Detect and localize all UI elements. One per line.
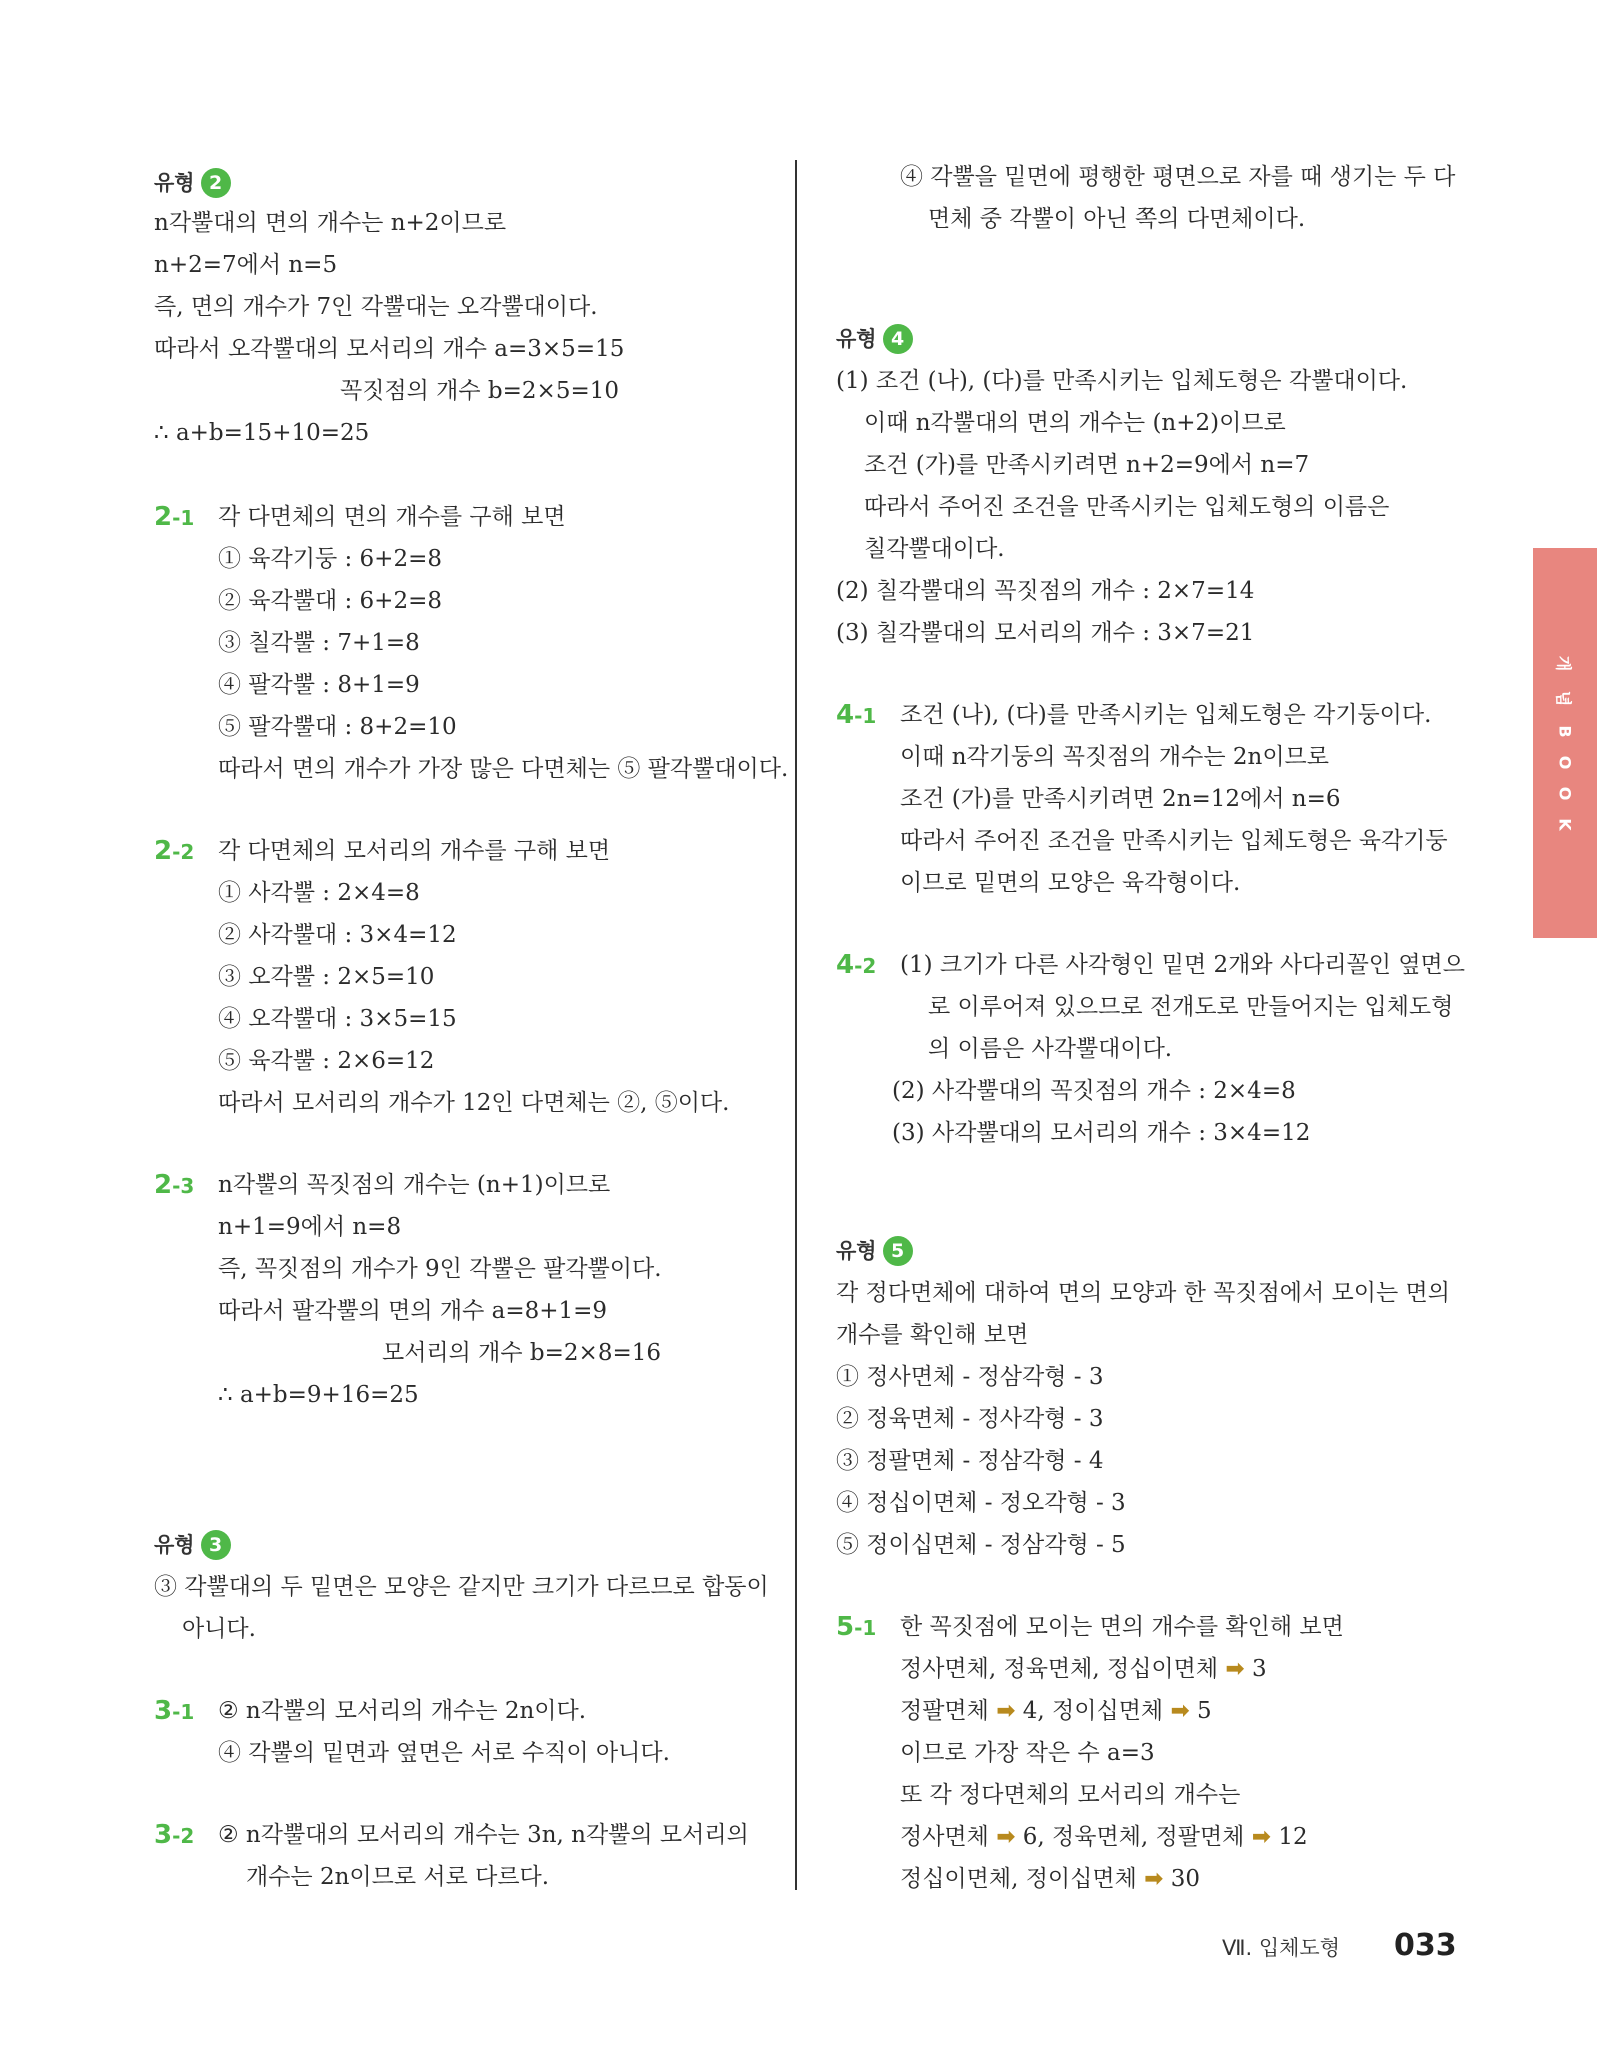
problem-2-2-line: ④ 오각뿔대 : 3×5=15: [218, 1006, 457, 1032]
problem-3-2-line: ② n각뿔대의 모서리의 개수는 3n, n각뿔의 모서리의: [218, 1822, 749, 1848]
type-4-line: 따라서 주어진 조건을 만족시키는 입체도형의 이름은: [864, 494, 1390, 520]
type-2-line: n각뿔대의 면의 개수는 n+2이므로: [154, 210, 507, 236]
type-4-line: (2) 칠각뿔대의 꼭짓점의 개수 : 2×7=14: [836, 578, 1255, 604]
type-3-line: ③ 각뿔대의 두 밑면은 모양은 같지만 크기가 다르므로 합동이: [154, 1574, 769, 1600]
problem-5-1-line: 또 각 정다면체의 모서리의 개수는: [900, 1782, 1241, 1808]
problem-4-2-line: (3) 사각뿔대의 모서리의 개수 : 3×4=12: [892, 1120, 1311, 1146]
problem-2-3-line: 모서리의 개수 b=2×8=16: [382, 1340, 662, 1366]
line-text: 정사면체: [900, 1824, 989, 1850]
problem-5-1-line: 한 꼭짓점에 모이는 면의 개수를 확인해 보면: [900, 1614, 1344, 1640]
right-arrow-icon: ➡: [1144, 1866, 1164, 1892]
problem-4-1-line: 이므로 밑면의 모양은 육각형이다.: [900, 870, 1241, 896]
type-2-line: 꼭짓점의 개수 b=2×5=10: [340, 378, 620, 404]
problem-4-2-line: 로 이루어져 있으므로 전개도로 만들어지는 입체도형: [928, 994, 1454, 1020]
type-2-line: ∴ a+b=15+10=25: [154, 420, 370, 446]
type-2-line: 따라서 오각뿔대의 모서리의 개수 a=3×5=15: [154, 336, 625, 362]
line-text: 정팔면체: [900, 1698, 989, 1724]
type-5-line: 개수를 확인해 보면: [836, 1322, 1029, 1348]
problem-2-1-label: 2-1: [154, 502, 195, 532]
right-arrow-icon: ➡: [1225, 1656, 1245, 1682]
problem-4-1-line: 조건 (나), (다)를 만족시키는 입체도형은 각기둥이다.: [900, 702, 1432, 728]
problem-2-2-line: 각 다면체의 모서리의 개수를 구해 보면: [218, 838, 611, 864]
type-2-line: n+2=7에서 n=5: [154, 252, 338, 278]
type-4-line: 조건 (가)를 만족시키려면 n+2=9에서 n=7: [864, 452, 1310, 478]
type-5-line: ② 정육면체 - 정사각형 - 3: [836, 1406, 1104, 1432]
line-text: 3: [1252, 1656, 1267, 1682]
problem-4-2-label: 4-2: [836, 950, 877, 980]
column-divider: [795, 160, 797, 1890]
type-2-title: 유형: [154, 171, 195, 195]
problem-2-1-line: ④ 팔각뿔 : 8+1=9: [218, 672, 420, 698]
footer-chapter: Ⅶ. 입체도형: [1222, 1936, 1341, 1960]
type-5-line: 각 정다면체에 대하여 면의 모양과 한 꼭짓점에서 모이는 면의: [836, 1280, 1450, 1306]
type-2-badge: 2: [201, 168, 231, 198]
line-text: 12: [1278, 1824, 1308, 1850]
problem-2-1-line: 따라서 면의 개수가 가장 많은 다면체는 ⑤ 팔각뿔대이다.: [218, 756, 789, 782]
type-4-line: 칠각뿔대이다.: [864, 536, 1005, 562]
problem-4-1-line: 이때 n각기둥의 꼭짓점의 개수는 2n이므로: [900, 744, 1329, 770]
type-3-heading: [154, 1530, 231, 1560]
type-5-badge: 5: [883, 1236, 913, 1266]
type-4-line: 이때 n각뿔대의 면의 개수는 (n+2)이므로: [864, 410, 1286, 436]
problem-4-1-line: 따라서 주어진 조건을 만족시키는 입체도형은 육각기둥: [900, 828, 1448, 854]
problem-2-2-line: ② 사각뿔대 : 3×4=12: [218, 922, 457, 948]
page-number: 033: [1394, 1928, 1457, 1963]
problem-2-3-line: n+1=9에서 n=8: [218, 1214, 402, 1240]
line-text: 정사면체, 정육면체, 정십이면체: [900, 1656, 1219, 1682]
problem-2-3-line: n각뿔의 꼭짓점의 개수는 (n+1)이므로: [218, 1172, 611, 1198]
problem-4-1-line: 조건 (가)를 만족시키려면 2n=12에서 n=6: [900, 786, 1341, 812]
problem-2-2-line: ① 사각뿔 : 2×4=8: [218, 880, 420, 906]
type-3-title: 유형: [154, 1533, 195, 1557]
type-4-line: (3) 칠각뿔대의 모서리의 개수 : 3×7=21: [836, 620, 1255, 646]
problem-5-1-line: [900, 1822, 1308, 1852]
type-2-heading: [154, 168, 231, 198]
problem-2-2-label: 2-2: [154, 836, 195, 866]
problem-2-3-line: 즉, 꼭짓점의 개수가 9인 각뿔은 팔각뿔이다.: [218, 1256, 662, 1282]
type-5-heading: [836, 1236, 913, 1266]
problem-3-1-line: ④ 각뿔의 밑면과 옆면은 서로 수직이 아니다.: [218, 1740, 670, 1766]
right-arrow-icon: ➡: [1251, 1824, 1271, 1850]
problem-2-1-line: 각 다면체의 면의 개수를 구해 보면: [218, 504, 566, 530]
type-5-title: 유형: [836, 1239, 877, 1263]
problem-2-2-line: ⑤ 육각뿔 : 2×6=12: [218, 1048, 435, 1074]
problem-5-1-line: [900, 1696, 1212, 1726]
type-4-badge: 4: [883, 324, 913, 354]
type-3-line: 아니다.: [182, 1616, 256, 1642]
side-tab-char: 념: [1554, 690, 1574, 707]
right-arrow-icon: ➡: [996, 1824, 1016, 1850]
problem-5-1-line: 이므로 가장 작은 수 a=3: [900, 1740, 1155, 1766]
right-arrow-icon: ➡: [1170, 1698, 1190, 1724]
problem-2-3-line: ∴ a+b=9+16=25: [218, 1382, 419, 1408]
side-tab-char: O: [1555, 786, 1575, 801]
problem-3-2-label: 3-2: [154, 1820, 195, 1850]
side-tab-char: O: [1555, 755, 1575, 770]
continued-line: 면체 중 각뿔이 아닌 쪽의 다면체이다.: [928, 206, 1306, 232]
side-tab-text: [1533, 548, 1597, 938]
problem-3-2-line: 개수는 2n이므로 서로 다르다.: [246, 1864, 550, 1890]
concept-book-side-tab: [1533, 548, 1597, 938]
continued-line: ④ 각뿔을 밑면에 평행한 평면으로 자를 때 생기는 두 다: [900, 164, 1456, 190]
line-text: 정십이면체, 정이십면체: [900, 1866, 1137, 1892]
type-5-line: ⑤ 정이십면체 - 정삼각형 - 5: [836, 1532, 1126, 1558]
problem-2-1-line: ② 육각뿔대 : 6+2=8: [218, 588, 442, 614]
problem-5-1-label: 5-1: [836, 1612, 877, 1642]
problem-5-1-line: [900, 1864, 1200, 1894]
problem-2-3-line: 따라서 팔각뿔의 면의 개수 a=8+1=9: [218, 1298, 608, 1324]
problem-4-2-line: 의 이름은 사각뿔대이다.: [928, 1036, 1173, 1062]
problem-4-1-label: 4-1: [836, 700, 877, 730]
type-5-line: ③ 정팔면체 - 정삼각형 - 4: [836, 1448, 1104, 1474]
problem-5-1-line: [900, 1654, 1267, 1684]
problem-2-2-line: 따라서 모서리의 개수가 12인 다면체는 ②, ⑤이다.: [218, 1090, 730, 1116]
type-4-heading: [836, 324, 913, 354]
line-text: 4, 정이십면체: [1022, 1698, 1164, 1724]
type-5-line: ④ 정십이면체 - 정오각형 - 3: [836, 1490, 1126, 1516]
problem-4-2-line: (2) 사각뿔대의 꼭짓점의 개수 : 2×4=8: [892, 1078, 1296, 1104]
problem-2-1-line: ③ 칠각뿔 : 7+1=8: [218, 630, 420, 656]
side-tab-char: B: [1555, 725, 1575, 738]
problem-3-1-label: 3-1: [154, 1696, 195, 1726]
type-3-badge: 3: [201, 1530, 231, 1560]
side-tab-char: 개: [1554, 655, 1574, 672]
type-5-line: ① 정사면체 - 정삼각형 - 3: [836, 1364, 1104, 1390]
problem-2-1-line: ① 육각기둥 : 6+2=8: [218, 546, 442, 572]
right-arrow-icon: ➡: [996, 1698, 1016, 1724]
problem-2-3-label: 2-3: [154, 1170, 195, 1200]
problem-4-2-line: (1) 크기가 다른 사각형인 밑면 2개와 사다리꼴인 옆면으: [900, 952, 1465, 978]
line-text: 5: [1197, 1698, 1212, 1724]
side-tab-char: K: [1555, 818, 1575, 831]
problem-2-2-line: ③ 오각뿔 : 2×5=10: [218, 964, 435, 990]
type-2-line: 즉, 면의 개수가 7인 각뿔대는 오각뿔대이다.: [154, 294, 598, 320]
type-4-title: 유형: [836, 327, 877, 351]
line-text: 30: [1170, 1866, 1200, 1892]
line-text: 6, 정육면체, 정팔면체: [1022, 1824, 1245, 1850]
problem-3-1-line: ② n각뿔의 모서리의 개수는 2n이다.: [218, 1698, 587, 1724]
type-4-line: (1) 조건 (나), (다)를 만족시키는 입체도형은 각뿔대이다.: [836, 368, 1408, 394]
problem-2-1-line: ⑤ 팔각뿔대 : 8+2=10: [218, 714, 457, 740]
